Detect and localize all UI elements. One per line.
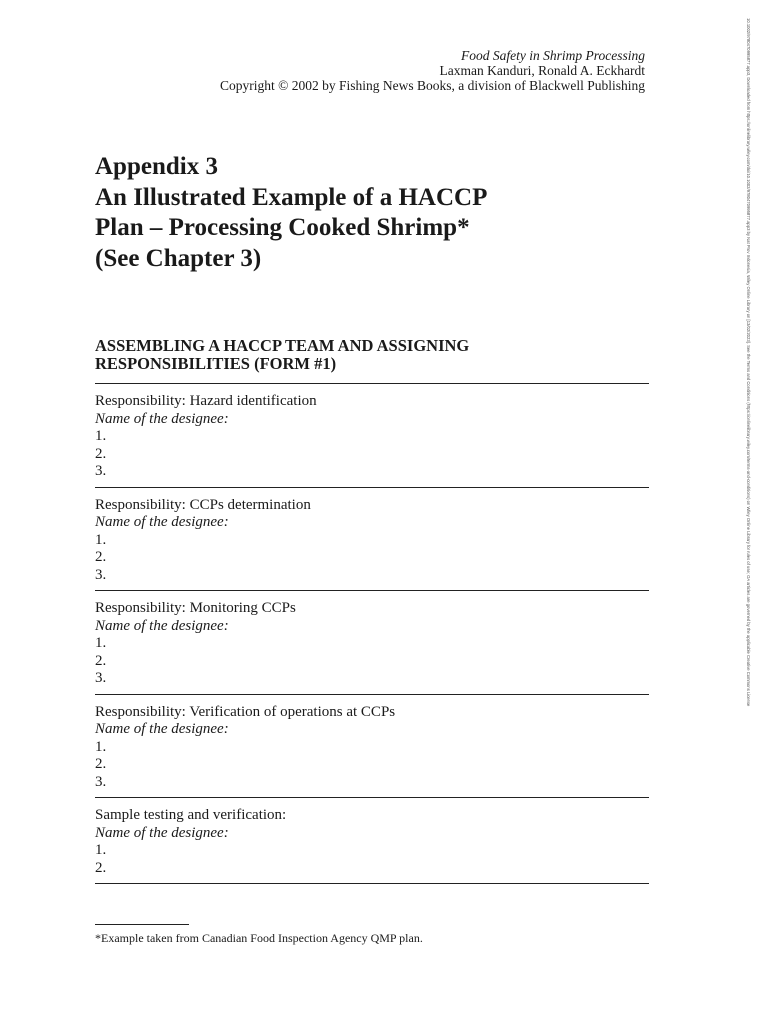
title-line: Plan – Processing Cooked Shrimp* — [95, 214, 470, 241]
designee-label: Name of the designee: — [95, 514, 229, 530]
book-title: Food Safety in Shrimp Processing — [461, 48, 645, 63]
designee-label: Name of the designee: — [95, 824, 229, 841]
responsibility-block — [95, 797, 649, 884]
book-authors: Laxman Kanduri, Ronald A. Eckhardt — [439, 63, 645, 78]
designee-number: 1. — [95, 531, 107, 548]
designee-number: 1. — [95, 842, 107, 858]
responsibility-heading: Responsibility: Verification of operations at CCPs — [95, 703, 396, 720]
responsibility-block — [95, 694, 649, 798]
designee-number: 3. — [95, 773, 107, 790]
responsibility-heading: Responsibility: Hazard identification — [95, 393, 317, 409]
responsibility-heading: Sample testing and verification: — [95, 807, 287, 823]
designee-label: Name of the designee: — [95, 410, 229, 427]
section-heading-line: ASSEMBLING A HACCP TEAM AND ASSIGNING — [95, 336, 470, 355]
designee-number: 2. — [95, 445, 107, 462]
designee-number: 3. — [95, 670, 107, 686]
responsibility-block — [95, 487, 649, 591]
responsibility-block — [95, 590, 649, 694]
designee-number: 1. — [95, 738, 107, 755]
page-title — [95, 152, 655, 274]
footnote-divider — [95, 924, 189, 925]
designee-number: 2. — [95, 756, 107, 772]
responsibility-form — [95, 383, 649, 884]
responsibility-heading: Responsibility: Monitoring CCPs — [95, 600, 296, 616]
designee-number: 1. — [95, 428, 107, 444]
section-heading-line: RESPONSIBILITIES (FORM #1) — [95, 353, 337, 373]
footnote: *Example taken from Canadian Food Inspection Agency QMP plan. — [95, 931, 423, 945]
designee-label: Name of the designee: — [95, 617, 229, 634]
designee-number: 2. — [95, 859, 107, 876]
download-notice-text: 10.1002/9780470995877.app3, Downloaded from https://onlinelibrary.wiley.com/doi/10.1002/9780470995877.app3 by Nat Prov Indonesia, Wiley Online Library on [13/02/2023]. See the Terms and Conditions (https://onlinelibrary.wiley.com/terms-and-conditions) on Wiley Online Library for rules of use; OA articles are governed by the applicable Creative Commons License — [746, 18, 751, 707]
title-line: An Illustrated Example of a HACCP — [95, 183, 488, 211]
section-heading — [95, 337, 655, 372]
designee-number: 1. — [95, 635, 107, 651]
designee-number: 3. — [95, 566, 107, 583]
running-header — [220, 48, 645, 93]
title-line: Appendix 3 — [95, 153, 218, 180]
designee-label: Name of the designee: — [95, 721, 229, 737]
download-notice — [744, 18, 752, 1008]
copyright-line: Copyright © 2002 by Fishing News Books, a division of Blackwell Publishing — [219, 78, 645, 93]
designee-number: 2. — [95, 652, 107, 669]
responsibility-heading: Responsibility: CCPs determination — [95, 496, 311, 513]
title-line: (See Chapter 3) — [95, 244, 262, 272]
designee-number: 3. — [95, 463, 107, 479]
designee-number: 2. — [95, 549, 107, 565]
responsibility-block — [95, 383, 649, 487]
